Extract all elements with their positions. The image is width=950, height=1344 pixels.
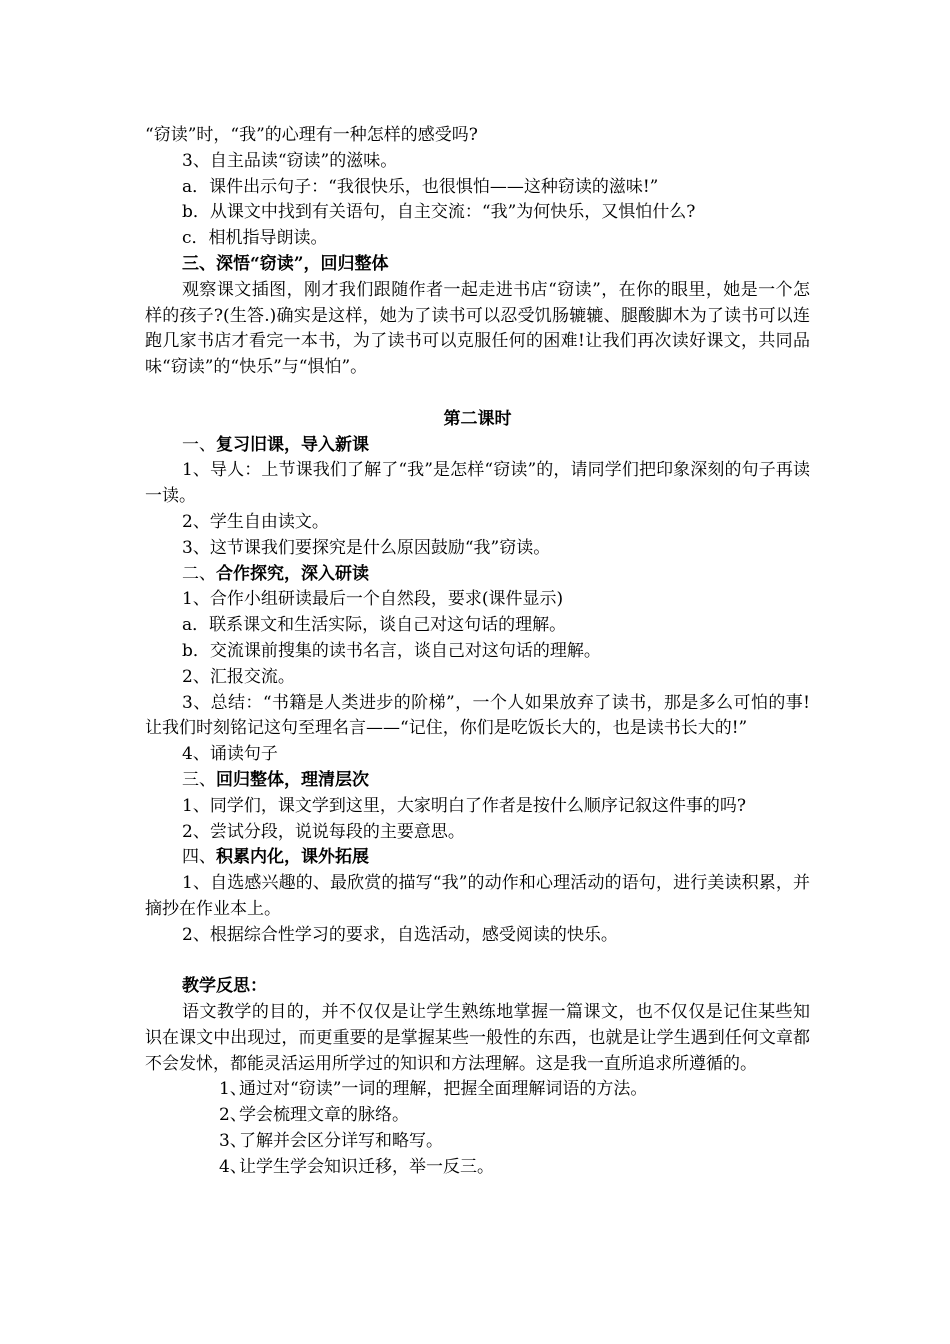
item-text: 了解并会区分详写和略写。 [239,1131,443,1152]
section-heading-4 [145,845,810,871]
step-3: 3、自主品读“窃读”的滋味。 [182,150,398,171]
illustration-paragraph: 观察课文插图，刚才我们跟随作者一起走进书店“窃读”，在你的眼里，她是一个怎样的孩子?(生答.)确实是这样，她为了读书可以忍受饥肠辘辘、腿酸脚木为了读书可以连跑几家书店才看完一本书，为了读书可以克服任何的困难!让我们再次读好课文，共同品味“窃读”的“快乐”与“惧怕”。 [145,279,810,378]
blank-line [145,949,810,975]
step-c: c．相机指导朗读。 [182,228,328,249]
list-item: b．交流课前搜集的读书名言，谈自己对这句话的理解。 [182,640,601,661]
section-title: 积累内化，课外拓展 [216,847,369,868]
reflection-heading: 教学反思： [182,976,267,997]
item-text: 学会梳理文章的脉络。 [239,1105,409,1126]
list-item: 1、自选感兴趣的、最欣赏的描写“我”的动作和心理活动的语句，进行美读积累，并摘抄在作业本上。 [145,873,810,919]
step-b: b．从课文中找到有关语句，自主交流：“我”为何快乐，又惧怕什么? [182,202,696,223]
reflection-item [145,1129,810,1155]
item-number: 3、 [219,1131,247,1152]
item-number: 4、 [219,1156,247,1177]
list-item: 1、同学们，课文学到这里，大家明白了作者是按什么顺序记叙这件事的吗? [182,795,746,816]
section-heading-2 [145,562,810,588]
section-title: 复习旧课，导入新课 [216,434,369,455]
item-number: 1、 [219,1079,247,1100]
list-item: 3、总结：“书籍是人类进步的阶梯”，一个人如果放弃了读书，那是多么可怕的事!让我们时刻铭记这句至理名言——“记住，你们是吃饭长大的，也是读书长大的!” [145,692,810,739]
question-line: “窃读”时，“我”的心理有一种怎样的感受吗? [145,125,478,145]
item-text: 通过对“窃读”一词的理解，把握全面理解词语的方法。 [239,1079,648,1100]
item-number: 2、 [219,1105,247,1126]
reflection-item [145,1103,810,1129]
reflection-paragraph: 语文教学的目的，并不仅仅是让学生熟练地掌握一篇课文，也不仅仅是记住某些知识在课文中出现过，而更重要的是掌握某些一般性的东西，也就是让学生遇到任何文章都不会发怵，都能灵活运用所学过的知识和方法理解。这是我一直所追求所遵循的。 [145,1002,810,1074]
section-heading-3: 三、深悟“窃读”，回归整体 [182,253,389,274]
step-a: a．课件出示句子：“我很快乐，也很惧怕——这种窃读的滋味!” [182,176,659,197]
section-number: 二、 [182,563,216,584]
list-item: a．联系课文和生活实际，谈自己对这句话的理解。 [182,615,567,636]
list-item: 1、合作小组研读最后一个自然段，要求(课件显示) [182,589,564,610]
list-item: 2、汇报交流。 [182,666,295,687]
list-item: 4、诵读句子 [182,744,278,765]
list-item: 2、学生自由读文。 [182,511,329,532]
list-item: 2、尝试分段，说说每段的主要意思。 [182,821,465,842]
list-item: 3、这节课我们要探究是什么原因鼓励“我”窃读。 [182,537,551,558]
reflection-item [145,1077,810,1103]
section-number: 三、 [182,769,216,790]
lesson-title: 第二课时 [443,408,512,429]
list-item: 1、导人：上节课我们了解了“我”是怎样“窃读”的，请同学们把印象深刻的句子再读一读。 [145,460,810,507]
section-heading-3b [145,768,810,794]
section-title: 回归整体，理清层次 [216,769,369,790]
reflection-item [145,1155,810,1181]
section-number: 一、 [182,434,216,455]
list-item: 2、根据综合性学习的要求，自选活动，感受阅读的快乐。 [182,924,618,945]
blank-line [145,381,810,407]
section-title: 合作探究，深入研读 [216,563,369,584]
section-number: 四、 [182,847,216,868]
item-text: 让学生学会知识迁移，举一反三。 [239,1156,494,1177]
section-heading-1 [145,433,810,459]
document-body [145,123,810,1181]
